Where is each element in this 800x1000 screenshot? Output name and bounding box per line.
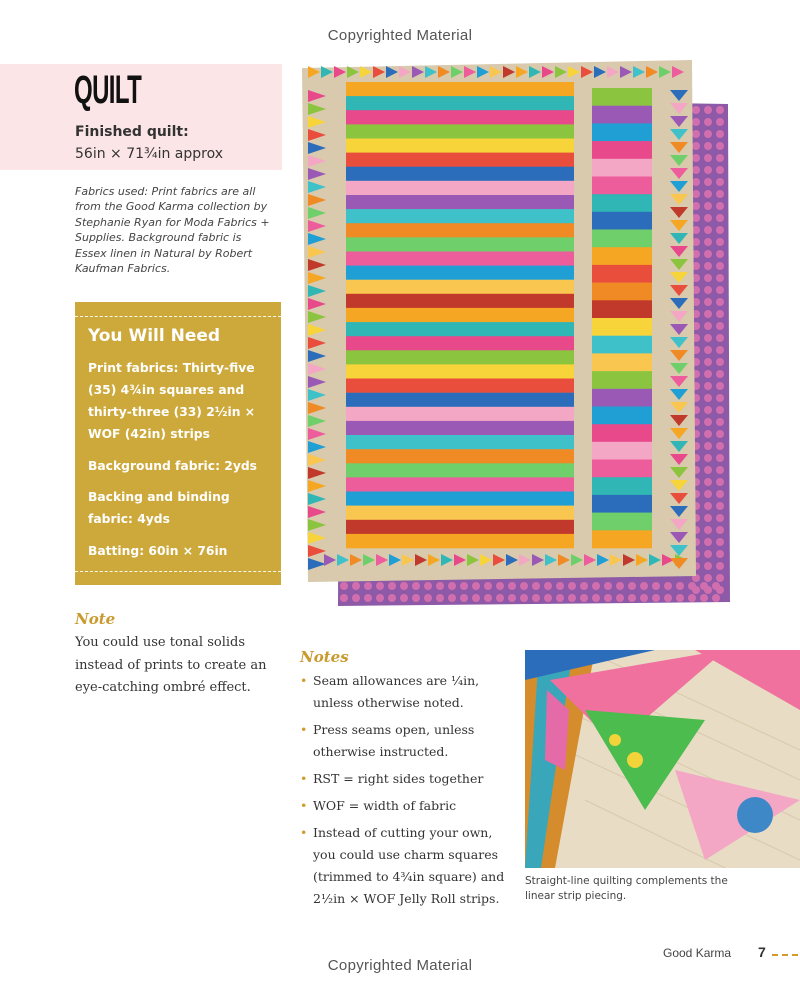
note-body: You could use tonal solids instead of prints to create an eye-catching ombré effect. xyxy=(75,635,267,695)
need-item-backing-fabric: Backing and binding fabric: 4yds xyxy=(88,490,230,526)
center-strip xyxy=(346,139,574,153)
right-strip xyxy=(592,141,652,159)
right-strip xyxy=(592,283,652,301)
note-heading: Note xyxy=(75,610,116,628)
center-strip xyxy=(346,350,574,364)
right-strip xyxy=(592,123,652,141)
center-strip xyxy=(346,379,574,393)
bullet-icon: • xyxy=(300,771,308,786)
divider-top xyxy=(75,316,281,317)
right-strip xyxy=(592,212,652,230)
fabrics-used-text: Fabrics used: Print fabrics are all from the Good Karma collection by Stephanie Ryan for Moda Fabrics + Supplies. Background fabric is Essex linen in Natural by Robert Kaufman Fabrics. xyxy=(75,185,270,276)
center-strip xyxy=(346,167,574,181)
right-strip xyxy=(592,159,652,177)
notes-item: • Instead of cutting your own, you could use charm squares (trimmed to 4¾in square) and 2½in × WOF Jelly Roll strips. xyxy=(300,822,515,910)
page-number: 7 xyxy=(758,944,766,960)
right-strip xyxy=(592,442,652,460)
photo-caption: Straight-line quilting complements the linear strip piecing. xyxy=(525,875,728,902)
center-strip xyxy=(346,407,574,421)
center-strip xyxy=(346,506,574,520)
right-strip xyxy=(592,300,652,318)
notes-heading: Notes xyxy=(300,648,349,666)
right-strip xyxy=(592,177,652,195)
right-strip xyxy=(592,88,652,106)
center-strip xyxy=(346,124,574,138)
center-strip xyxy=(346,364,574,378)
right-strip xyxy=(592,353,652,371)
right-strip xyxy=(592,318,652,336)
right-strip xyxy=(592,106,652,124)
divider-bottom xyxy=(75,571,281,572)
center-strip xyxy=(346,421,574,435)
center-strip xyxy=(346,266,574,280)
right-strip xyxy=(592,477,652,495)
you-will-need-box xyxy=(75,302,281,585)
bullet-icon: • xyxy=(300,798,308,813)
right-strip xyxy=(592,424,652,442)
center-strip xyxy=(346,492,574,506)
footer-dash-rule xyxy=(772,954,798,956)
copyright-watermark-bottom: Copyrighted Material xyxy=(327,957,473,974)
right-strip xyxy=(592,247,652,265)
center-strip xyxy=(346,209,574,223)
notes-item: • WOF = width of fabric xyxy=(300,795,515,817)
copyright-watermark-top: Copyrighted Material xyxy=(327,27,473,44)
center-strip xyxy=(346,534,574,548)
footer-pattern-title: Good Karma xyxy=(663,946,732,960)
right-strip-panel xyxy=(592,88,652,548)
center-strip xyxy=(346,308,574,322)
right-strip xyxy=(592,460,652,478)
need-item-background-fabric: Background fabric: 2yds xyxy=(88,459,257,473)
center-strip xyxy=(346,96,574,110)
notes-list xyxy=(300,670,515,915)
notes-item: • RST = right sides together xyxy=(300,768,515,790)
center-strip-panel xyxy=(346,82,574,548)
finished-quilt-label: Finished quilt: xyxy=(75,124,189,140)
center-strip xyxy=(346,322,574,336)
bullet-icon: • xyxy=(300,722,308,737)
bullet-icon: • xyxy=(300,673,308,688)
center-strip xyxy=(346,252,574,266)
need-item-batting: Batting: 60in × 76in xyxy=(88,544,228,558)
center-strip xyxy=(346,336,574,350)
center-strip xyxy=(346,294,574,308)
center-strip xyxy=(346,82,574,96)
center-strip xyxy=(346,181,574,195)
notes-item: • Seam allowances are ¼in, unless otherwise noted. xyxy=(300,670,515,714)
you-will-need-title: You Will Need xyxy=(88,326,221,346)
center-strip xyxy=(346,223,574,237)
center-strip xyxy=(346,110,574,124)
notes-item: • Press seams open, unless otherwise instructed. xyxy=(300,719,515,763)
center-strip xyxy=(346,449,574,463)
right-strip xyxy=(592,407,652,425)
right-strip xyxy=(592,265,652,283)
finished-quilt-size: 56in × 71¾in approx xyxy=(75,146,224,162)
bullet-icon: • xyxy=(300,825,308,840)
center-strip xyxy=(346,237,574,251)
center-strip xyxy=(346,280,574,294)
center-strip xyxy=(346,520,574,534)
right-strip xyxy=(592,389,652,407)
center-strip xyxy=(346,463,574,477)
center-strip xyxy=(346,477,574,491)
quilt-photo xyxy=(300,60,732,610)
center-strip xyxy=(346,435,574,449)
right-strip xyxy=(592,230,652,248)
page-title: QUILT xyxy=(74,68,142,112)
right-strip xyxy=(592,530,652,548)
center-strip xyxy=(346,195,574,209)
right-strip xyxy=(592,495,652,513)
need-item-print-fabrics: Print fabrics: Thirty-five (35) 4¾in squares and thirty-three (33) 2½in × WOF (42in) strips xyxy=(88,361,256,441)
right-strip xyxy=(592,194,652,212)
right-strip xyxy=(592,513,652,531)
right-strip xyxy=(592,371,652,389)
right-strip xyxy=(592,336,652,354)
center-strip xyxy=(346,393,574,407)
center-strip xyxy=(346,153,574,167)
quilting-detail-photo xyxy=(525,650,800,868)
